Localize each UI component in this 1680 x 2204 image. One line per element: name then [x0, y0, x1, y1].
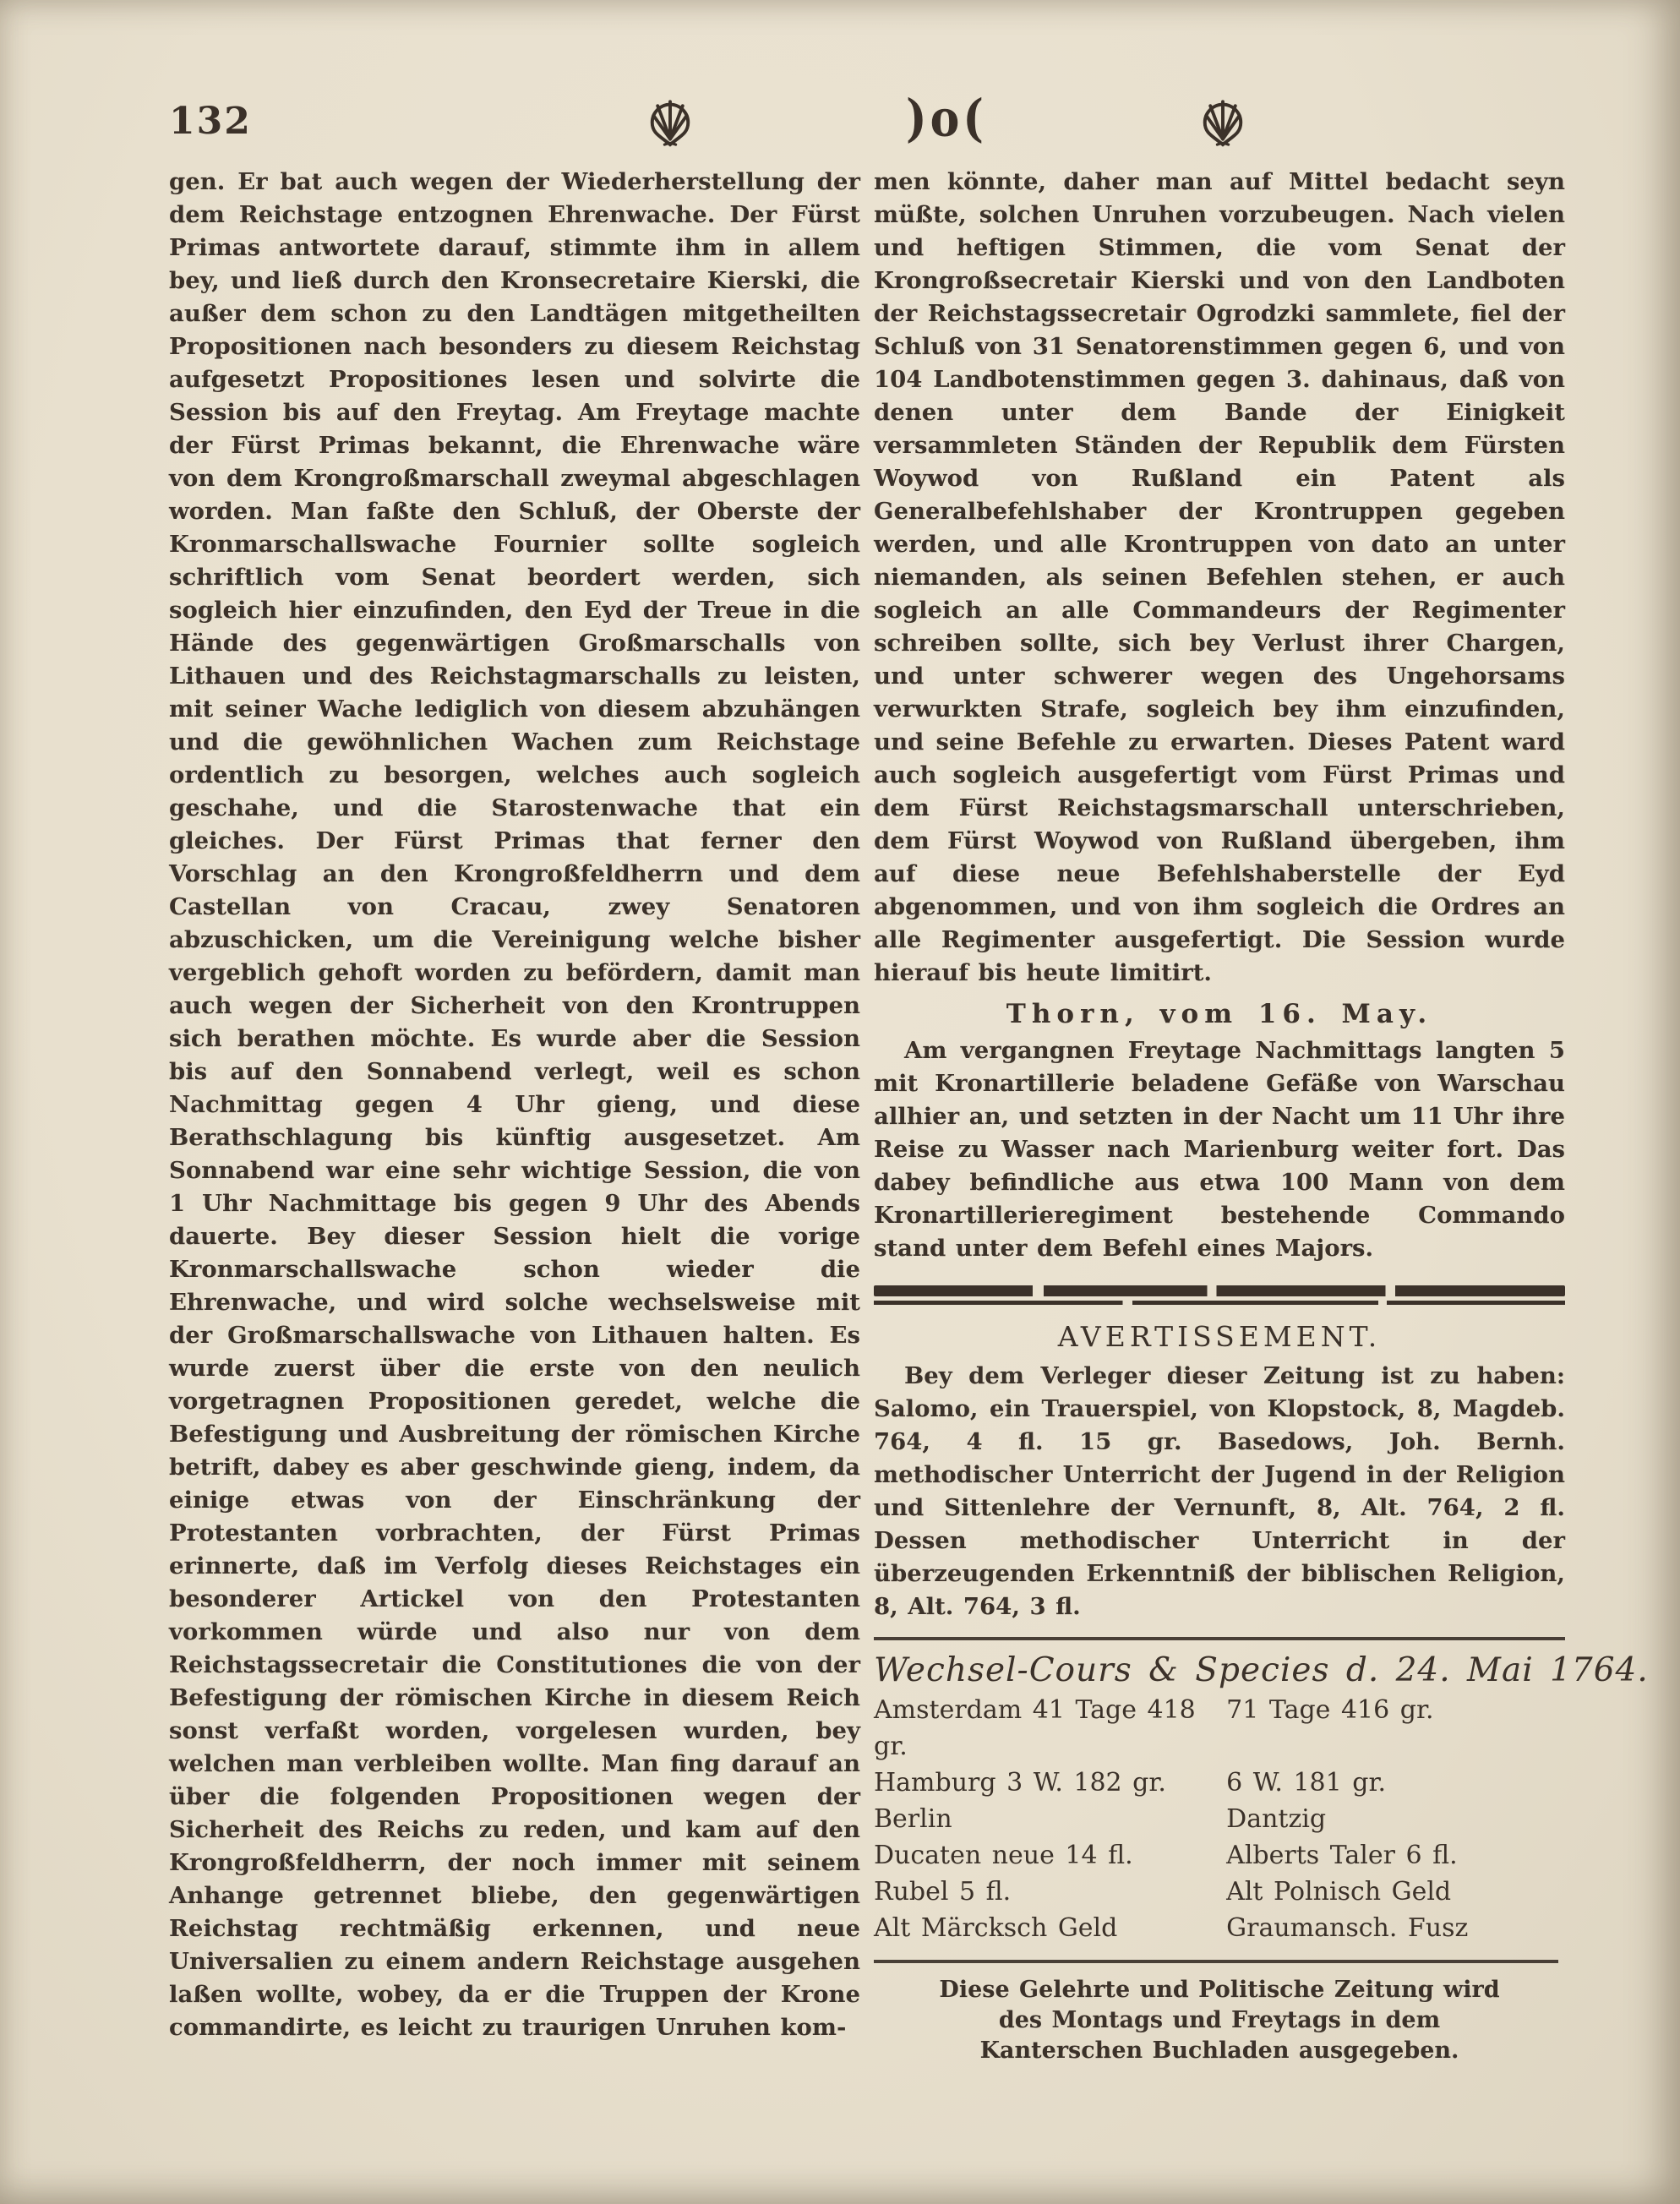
avertissement-paragraph: Bey dem Verleger dieser Zeitung ist zu haben: Salomo, ein Trauerspiel, von Klopstock, 8, Magdeb. 764, 4 fl. 15 gr. Basedows, Joh. Bernh. methodischer Unterricht der Jugend in der Religion und Sittenlehre der Vernunft, 8, Alt. 764, 2 fl. Dessen methodischer Unterricht in der überzeugenden Erkenntniß der biblischen Religion, 8, Alt. 764, 3 fl.	[874, 1362, 1565, 1620]
exchange-cell: Berlin	[874, 1804, 952, 1834]
section-divider-rule	[874, 1285, 1565, 1305]
header-ornaments	[642, 88, 1251, 149]
exchange-cell: Amsterdam 41 Tage 418 gr.	[874, 1695, 1196, 1761]
exchange-row	[874, 1910, 1565, 1946]
exchange-row	[874, 1765, 1565, 1801]
exchange-cell: 71 Tage 416 gr.	[1226, 1695, 1434, 1725]
exchange-table	[874, 1692, 1565, 1946]
exchange-row	[874, 1692, 1565, 1765]
left-column	[169, 166, 860, 2044]
rule-above-footer	[874, 1960, 1558, 1963]
center-ornament: )o(	[906, 88, 987, 149]
page-number: 132	[169, 100, 252, 143]
rule-above-exchange	[874, 1637, 1565, 1640]
shell-ornament-right-icon	[1195, 88, 1251, 149]
left-column-paragraph: gen. Er bat auch wegen der Wiederherstellung der dem Reichstage entzognen Ehrenwache. Der Fürst Primas antwortete darauf, stimmte ihm in allem bey, und ließ durch den Kronsecretaire Kierski, die außer dem schon zu den Landtägen mitgetheilten Propositionen nach besonders zu diesem Reichstag aufgesetzt Propositiones lesen und solvirte die Session bis auf den Freytag. Am Freytage machte der Fürst Primas bekannt, die Ehrenwache wäre von dem Krongroßmarschall zweymal abgeschlagen worden. Man faßte den Schluß, der Oberste der Kronmarschallswache Fournier sollte sogleich schriftlich vom Senat beordert werden, sich sogleich hier einzufinden, den Eyd der Treue in die Hände des gegenwärtigen Großmarschalls von Lithauen und des Reichstagmarschalls zu leisten, mit seiner Wache lediglich von diesem abzuhängen und die gewöhnlichen Wachen zum Reichstage ordentlich zu besorgen, welches auch sogleich geschahe, und die Starostenwache that ein gleiches. Der Fürst Primas that ferner den Vorschlag an den Krongroßfeldherrn und dem Castellan von Cracau, zwey Senatoren abzuschicken, um die Vereinigung welche bisher vergeblich gehoft worden zu befördern, damit man auch wegen der Sicherheit von den Krontruppen sich berathen möchte. Es wurde aber die Session bis auf den Sonnabend verlegt, weil es schon Nachmittag gegen 4 Uhr gieng, und diese Berathschlagung bis künftig ausgesetzet. Am Sonnabend war eine sehr wichtige Session, die von 1 Uhr Nachmittage bis gegen 9 Uhr des Abends dauerte. Bey dieser Session hielt die vorige Kronmarschallswache schon wieder die Ehrenwache, und wird solche wechselsweise mit der Großmarschallswache von Lithauen halten. Es wurde zuerst über die erste von den neulich vorgetragnen Propositionen geredet, welche die Befestigung und Ausbreitung der römischen Kirche betrift, dabey es aber geschwinde gieng, indem, da einige etwas von der Einschränkung der Protestanten vorbrachten, der Fürst Primas erinnerte, daß im Verfolg dieses Reichstages ein besonderer Artickel von den Protestanten vorkommen würde und also nur von dem Reichstagssecretair die Constitutiones die von der Befestigung der römischen Kirche in diesem Reich sonst verfaßt worden, vorgelesen wurden, bey welchen man verbleiben wollte. Man fing darauf an über die folgenden Propositionen wegen der Sicherheit des Reichs zu reden, und kam auf den Krongroßfeldherrn, der noch immer mit seinem Anhange getrennet bliebe, den gegenwärtigen Reichstag rechtmäßig erkennen, und neue Universalien zu einem andern Reichstage ausgehen laßen wollte, wobey, da er die Truppen der Krone commandirte, es leicht zu traurigen Unruhen kom-	[169, 168, 860, 2041]
thorn-dateline-heading: Thorn, vom 16. May.	[1006, 999, 1433, 1029]
exchange-heading: Wechsel-Cours & Species d. 24. Mai 1764.	[874, 1651, 1649, 1689]
divider-bar-thick	[874, 1285, 1565, 1296]
exchange-cell: 6 W. 181 gr.	[1226, 1768, 1387, 1798]
right-column-paragraph: men könnte, daher man auf Mittel bedacht seyn müßte, solchen Unruhen vorzubeugen. Nach vielen und heftigen Stimmen, die vom Senat der Krongroßsecretair Kierski und von den Landboten der Reichstagssecretair Ogrodzki sammlete, fiel der Schluß von 31 Senatorenstimmen gegen 6, und von 104 Landbotenstimmen gegen 3. dahinaus, daß von denen unter dem Bande der Einigkeit versammleten Ständen der Republik dem Fürsten Woywod von Rußland ein Patent als Generalbefehlshaber der Krontruppen gegeben werden, und alle Krontruppen von dato an unter niemanden, als seinen Befehlen stehen, er auch sogleich an alle Commandeurs der Regimenter schreiben sollte, sich bey Verlust ihrer Chargen, und unter schwerer wegen des Ungehorsams verwurkten Strafe, sogleich bey ihm einzufinden, und seine Befehle zu erwarten. Dieses Patent ward auch sogleich ausgefertigt vom Fürst Primas und dem Fürst Reichstagsmarschall unterschrieben, dem Fürst Woywod von Rußland übergeben, ihm auf diese neue Befehlshaberstelle der Eyd abgenommen, und von ihm sogleich die Ordres an alle Regimenter ausgefertigt. Die Session wurde hierauf bis heute limitirt.	[874, 168, 1565, 986]
exchange-cell: Dantzig	[1226, 1804, 1327, 1834]
exchange-cell: Alt Märcksch Geld	[874, 1913, 1118, 1943]
thorn-paragraph: Am vergangnen Freytage Nachmittags langten 5 mit Kronartillerie beladene Gefäße von Warschau allhier an, und setzten in der Nacht um 11 Uhr ihre Reise zu Wasser nach Marienburg weiter fort. Das dabey befindliche aus etwa 100 Mann von dem Kronartillerieregiment bestehende Commando stand unter dem Befehl eines Majors.	[874, 1037, 1565, 1262]
exchange-cell: Ducaten neue 14 fl.	[874, 1841, 1133, 1870]
shell-ornament-left-icon	[642, 88, 698, 149]
avertissement-heading: AVERTISSEMENT.	[1057, 1320, 1382, 1353]
exchange-cell: Hamburg 3 W. 182 gr.	[874, 1768, 1166, 1798]
exchange-row	[874, 1837, 1565, 1874]
exchange-cell: Graumansch. Fusz	[1226, 1913, 1469, 1943]
divider-bar-thin	[874, 1301, 1565, 1305]
right-column	[874, 166, 1649, 2066]
exchange-row	[874, 1801, 1565, 1837]
exchange-row	[874, 1874, 1565, 1910]
publisher-footer: Diese Gelehrte und Politische Zeitung wird des Montags und Freytags in dem Kanterschen Buchladen ausgegeben.	[939, 1977, 1500, 2064]
exchange-cell: Alt Polnisch Geld	[1226, 1877, 1452, 1907]
exchange-cell: Rubel 5 fl.	[874, 1877, 1012, 1907]
exchange-cell: Alberts Taler 6 fl.	[1226, 1841, 1458, 1870]
